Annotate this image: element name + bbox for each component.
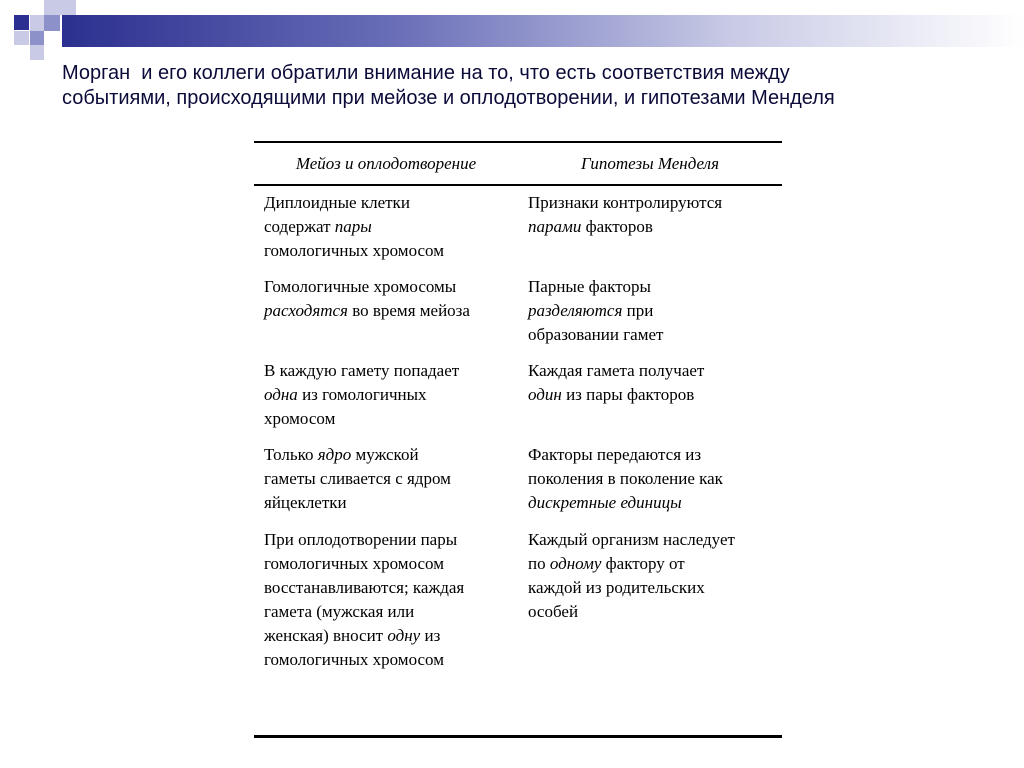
- title-bar-gradient: [62, 15, 1024, 47]
- decor-square-1: [14, 15, 29, 30]
- cell-text: Парные факторы: [528, 277, 651, 296]
- cell-meiosis: [264, 528, 514, 672]
- cell-line: [264, 467, 514, 491]
- cell-text: образовании гамет: [528, 325, 664, 344]
- cell-line: [528, 323, 778, 347]
- cell-text: при: [622, 301, 654, 320]
- cell-line: [264, 624, 514, 648]
- cell-text: поколения в поколение как: [528, 469, 723, 488]
- cell-text: из пары факторов: [561, 385, 695, 404]
- cell-text: по: [528, 554, 550, 573]
- cell-text: В каждую гамету попадает: [264, 361, 460, 380]
- italic-text: ядро: [317, 445, 352, 464]
- cell-line: [264, 528, 514, 552]
- cell-text: из гомологичных: [297, 385, 427, 404]
- cell-text: Каждый организм наследует: [528, 530, 735, 549]
- italic-text: разделяются: [528, 301, 623, 320]
- cell-line: [264, 491, 514, 515]
- cell-text: восстанавливаются; каждая: [264, 578, 465, 597]
- cell-text: Признаки контролируются: [528, 193, 723, 212]
- cell-line: [264, 215, 514, 239]
- cell-meiosis: [264, 359, 514, 431]
- cell-line: [264, 407, 514, 431]
- cell-text: из: [420, 626, 441, 645]
- cell-line: [264, 239, 514, 263]
- cell-text: яйцеклетки: [264, 493, 347, 512]
- cell-text: Факторы передаются из: [528, 445, 702, 464]
- cell-text: каждой из родительских: [528, 578, 705, 597]
- cell-text: содержат: [264, 217, 335, 236]
- cell-line: [528, 359, 778, 383]
- cell-text: хромосом: [264, 409, 336, 428]
- cell-text: мужской: [351, 445, 419, 464]
- title-line-1: Морган и его коллеги обратили внимание на то, что есть соответствия между: [62, 62, 790, 84]
- italic-text: один: [528, 385, 562, 404]
- cell-line: [264, 600, 514, 624]
- cell-text: во время мейоза: [347, 301, 470, 320]
- cell-line: [528, 443, 778, 467]
- cell-line: [264, 552, 514, 576]
- slide-title: [62, 61, 992, 111]
- cell-line: [528, 528, 778, 552]
- cell-line: [528, 275, 778, 299]
- cell-line: [528, 467, 778, 491]
- cell-line: [264, 299, 514, 323]
- cell-line: [528, 215, 778, 239]
- cell-mendel: [528, 359, 778, 407]
- cell-mendel: [528, 191, 778, 239]
- title-line-2: событиями, происходящими при мейозе и оплодотворении, и гипотезами Менделя: [62, 87, 835, 109]
- italic-text: одна: [264, 385, 298, 404]
- decor-square-8: [30, 45, 44, 60]
- header-mendel: Гипотезы Менделя: [581, 154, 719, 173]
- decor-square-4: [44, 15, 60, 31]
- cell-line: [528, 191, 778, 215]
- cell-text: женская) вносит: [264, 626, 388, 645]
- cell-text: гаметы сливается с ядром: [264, 469, 451, 488]
- italic-text: расходятся: [264, 301, 348, 320]
- cell-line: [264, 359, 514, 383]
- italic-text: пары: [334, 217, 372, 236]
- decor-square-6: [14, 31, 29, 45]
- cell-line: [264, 648, 514, 672]
- cell-text: особей: [528, 602, 579, 621]
- cell-text: гамета (мужская или: [264, 602, 415, 621]
- cell-text: Гомологичные хромосомы: [264, 277, 457, 296]
- cell-line: [264, 191, 514, 215]
- cell-line: [528, 600, 778, 624]
- decor-square-2: [44, 0, 60, 15]
- cell-text: гомологичных хромосом: [264, 241, 444, 260]
- cell-text: гомологичных хромосом: [264, 554, 444, 573]
- cell-meiosis: [264, 275, 514, 323]
- italic-text: дискретные единицы: [528, 493, 682, 512]
- cell-mendel: [528, 443, 778, 515]
- cell-meiosis: [264, 443, 514, 515]
- header-meiosis: Мейоз и оплодотворение: [295, 154, 477, 173]
- decor-square-5: [60, 0, 76, 15]
- decor-square-7: [30, 31, 44, 45]
- italic-text: парами: [528, 217, 582, 236]
- cell-line: [264, 383, 514, 407]
- cell-line: [264, 443, 514, 467]
- cell-line: [264, 275, 514, 299]
- cell-text: гомологичных хромосом: [264, 650, 444, 669]
- decor-square-3: [30, 15, 44, 31]
- cell-mendel: [528, 528, 778, 624]
- cell-line: [528, 299, 778, 323]
- cell-line: [528, 491, 778, 515]
- cell-text: факторов: [581, 217, 653, 236]
- table-header: [254, 143, 782, 186]
- cell-text: фактору от: [601, 554, 685, 573]
- comparison-table: [254, 141, 782, 738]
- cell-line: [264, 576, 514, 600]
- cell-text: Каждая гамета получает: [528, 361, 705, 380]
- cell-mendel: [528, 275, 778, 347]
- italic-text: одному: [549, 554, 602, 573]
- cell-line: [528, 576, 778, 600]
- cell-meiosis: [264, 191, 514, 263]
- italic-text: одну: [387, 626, 421, 645]
- cell-line: [528, 383, 778, 407]
- cell-line: [528, 552, 778, 576]
- cell-text: При оплодотворении пары: [264, 530, 458, 549]
- cell-text: Только: [264, 445, 318, 464]
- cell-text: Диплоидные клетки: [264, 193, 410, 212]
